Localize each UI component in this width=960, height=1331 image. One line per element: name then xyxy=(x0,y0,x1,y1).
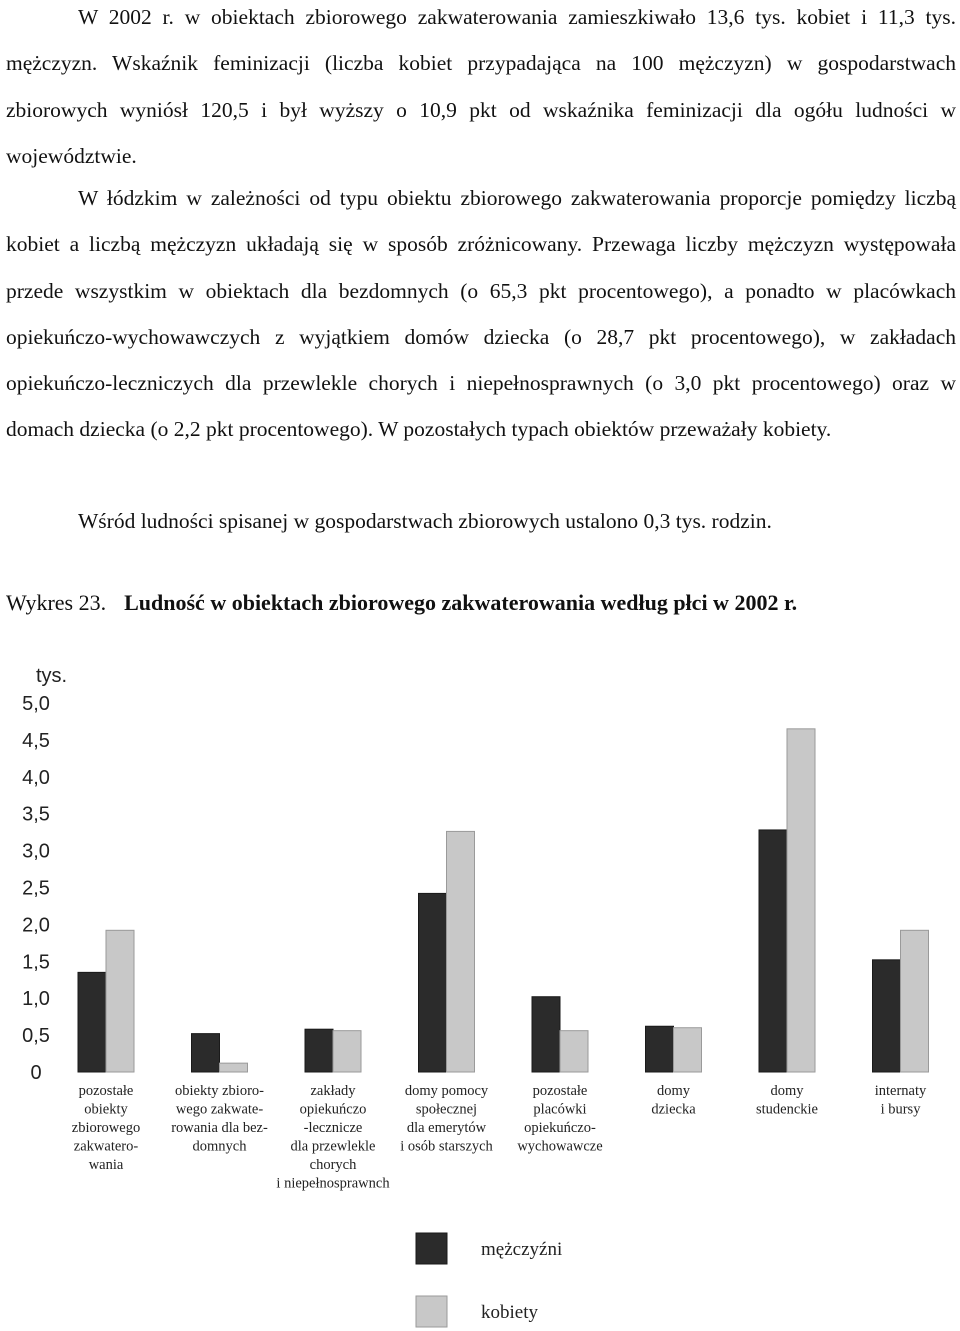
bar-men xyxy=(532,997,560,1072)
bar-women xyxy=(220,1063,248,1072)
y-unit-label: tys. xyxy=(36,665,68,687)
category-label: obiekty xyxy=(84,1101,128,1118)
category-label: studenckie xyxy=(755,1101,819,1118)
legend-label: kobiety xyxy=(481,1302,538,1323)
y-axis-ticks xyxy=(22,693,50,1084)
y-tick-label: 3,0 xyxy=(22,840,50,863)
category-label: zbiorowego xyxy=(71,1120,141,1136)
category-label: domy xyxy=(770,1083,804,1099)
caption-title: Ludność w obiektach zbiorowego zakwaterowania według płci w 2002 r. xyxy=(124,590,798,615)
bar-women xyxy=(787,729,815,1072)
y-tick-label: 1,0 xyxy=(22,988,50,1011)
paragraph-3: Wśród ludności spisanej w gospodarstwach zbiorowych ustalono 0,3 tys. rodzin. xyxy=(78,509,772,533)
category-label: zakłady xyxy=(310,1083,356,1099)
bar-men xyxy=(646,1026,674,1072)
category-labels xyxy=(72,1083,927,1192)
y-tick-label: 5,0 xyxy=(22,693,50,715)
chart-caption xyxy=(6,590,797,616)
bar-men xyxy=(759,830,787,1072)
category-label: placówki xyxy=(533,1101,587,1118)
category-label: i niepełnosprawnch xyxy=(276,1175,390,1192)
category-label: chorych xyxy=(309,1157,357,1173)
category-label: dla emerytów xyxy=(406,1120,487,1136)
category-label: obiekty zbioro- xyxy=(175,1083,264,1099)
category-label: społecznej xyxy=(415,1101,478,1118)
y-tick-label: 0 xyxy=(30,1062,42,1084)
category-label: -lecznicze xyxy=(303,1120,363,1136)
bar-men xyxy=(305,1029,333,1072)
category-label: wania xyxy=(88,1157,124,1173)
category-label: pozostałe xyxy=(532,1083,588,1099)
category-label: i bursy xyxy=(880,1101,921,1118)
y-tick-label: 1,5 xyxy=(22,951,50,974)
legend-swatch-men xyxy=(416,1233,447,1264)
legend-label: mężczyźni xyxy=(481,1239,563,1260)
bar-women xyxy=(333,1031,361,1072)
bar-chart xyxy=(0,655,960,1331)
y-tick-label: 2,5 xyxy=(22,877,50,900)
bar-women xyxy=(447,831,475,1072)
bar-women xyxy=(106,930,134,1072)
bar-men xyxy=(78,972,106,1072)
category-label: internaty xyxy=(874,1083,927,1099)
category-label: zakwatero- xyxy=(73,1138,139,1155)
legend-swatch-women xyxy=(416,1296,447,1327)
category-label: i osób starszych xyxy=(400,1138,493,1155)
category-label: domnych xyxy=(192,1138,247,1155)
bar-men xyxy=(873,960,901,1072)
y-tick-label: 0,5 xyxy=(22,1025,50,1048)
paragraph-2: W łódzkim w zależności od typu obiektu zbiorowego zakwaterowania proporcje pomiędzy liczbą kobiet a liczbą mężczyzn układają się w sposób zróżnicowany. Przewaga liczby mężczyzn występowała przede wszystkim w obiektach dla bezdomnych (o 65,3 pkt procentowego), a ponadto w placówkach opiekuńczo-wychowawczych z wyjątkiem domów dziecka (o 28,7 pkt procentowego), w zakładach opiekuńczo-leczniczych dla przewlekle chorych i niepełnosprawnych (o 3,0 pkt procentowego) oraz w domach dziecka (o 2,2 pkt procentowego). W pozostałych typach obiektów przeważały kobiety. xyxy=(6,186,956,442)
bar-women xyxy=(560,1031,588,1072)
category-label: wego zakwate- xyxy=(175,1101,264,1118)
bar-women xyxy=(674,1028,702,1072)
category-label: opiekuńczo- xyxy=(524,1120,596,1136)
category-label: dziecka xyxy=(651,1101,696,1118)
category-label: opiekuńczo xyxy=(299,1101,367,1118)
y-tick-label: 3,5 xyxy=(22,803,50,826)
category-label: dla przewlekle xyxy=(290,1138,376,1155)
category-label: rowania dla bez- xyxy=(171,1120,268,1136)
category-label: domy xyxy=(656,1083,691,1099)
caption-number: Wykres 23. xyxy=(6,590,107,615)
y-tick-label: 4,5 xyxy=(22,729,50,752)
category-label: pozostałe xyxy=(78,1083,134,1099)
category-label: wychowawcze xyxy=(517,1138,603,1155)
legend xyxy=(416,1233,562,1327)
category-label: domy pomocy xyxy=(404,1083,489,1099)
y-tick-label: 4,0 xyxy=(22,766,50,789)
bar-men xyxy=(192,1034,220,1072)
bar-men xyxy=(419,893,447,1072)
bars xyxy=(78,729,929,1072)
bar-women xyxy=(901,930,929,1072)
y-tick-label: 2,0 xyxy=(22,914,50,937)
paragraph-1: W 2002 r. w obiektach zbiorowego zakwaterowania zamieszkiwało 13,6 tys. kobiet i 11,3 tys. mężczyzn. Wskaźnik feminizacji (liczba kobiet przypadająca na 100 mężczyzn) w gospodarstwach zbiorowych wyniósł 120,5 i był wyższy o 10,9 pkt od wskaźnika feminizacji dla ogółu ludności w województwie. xyxy=(6,5,956,168)
